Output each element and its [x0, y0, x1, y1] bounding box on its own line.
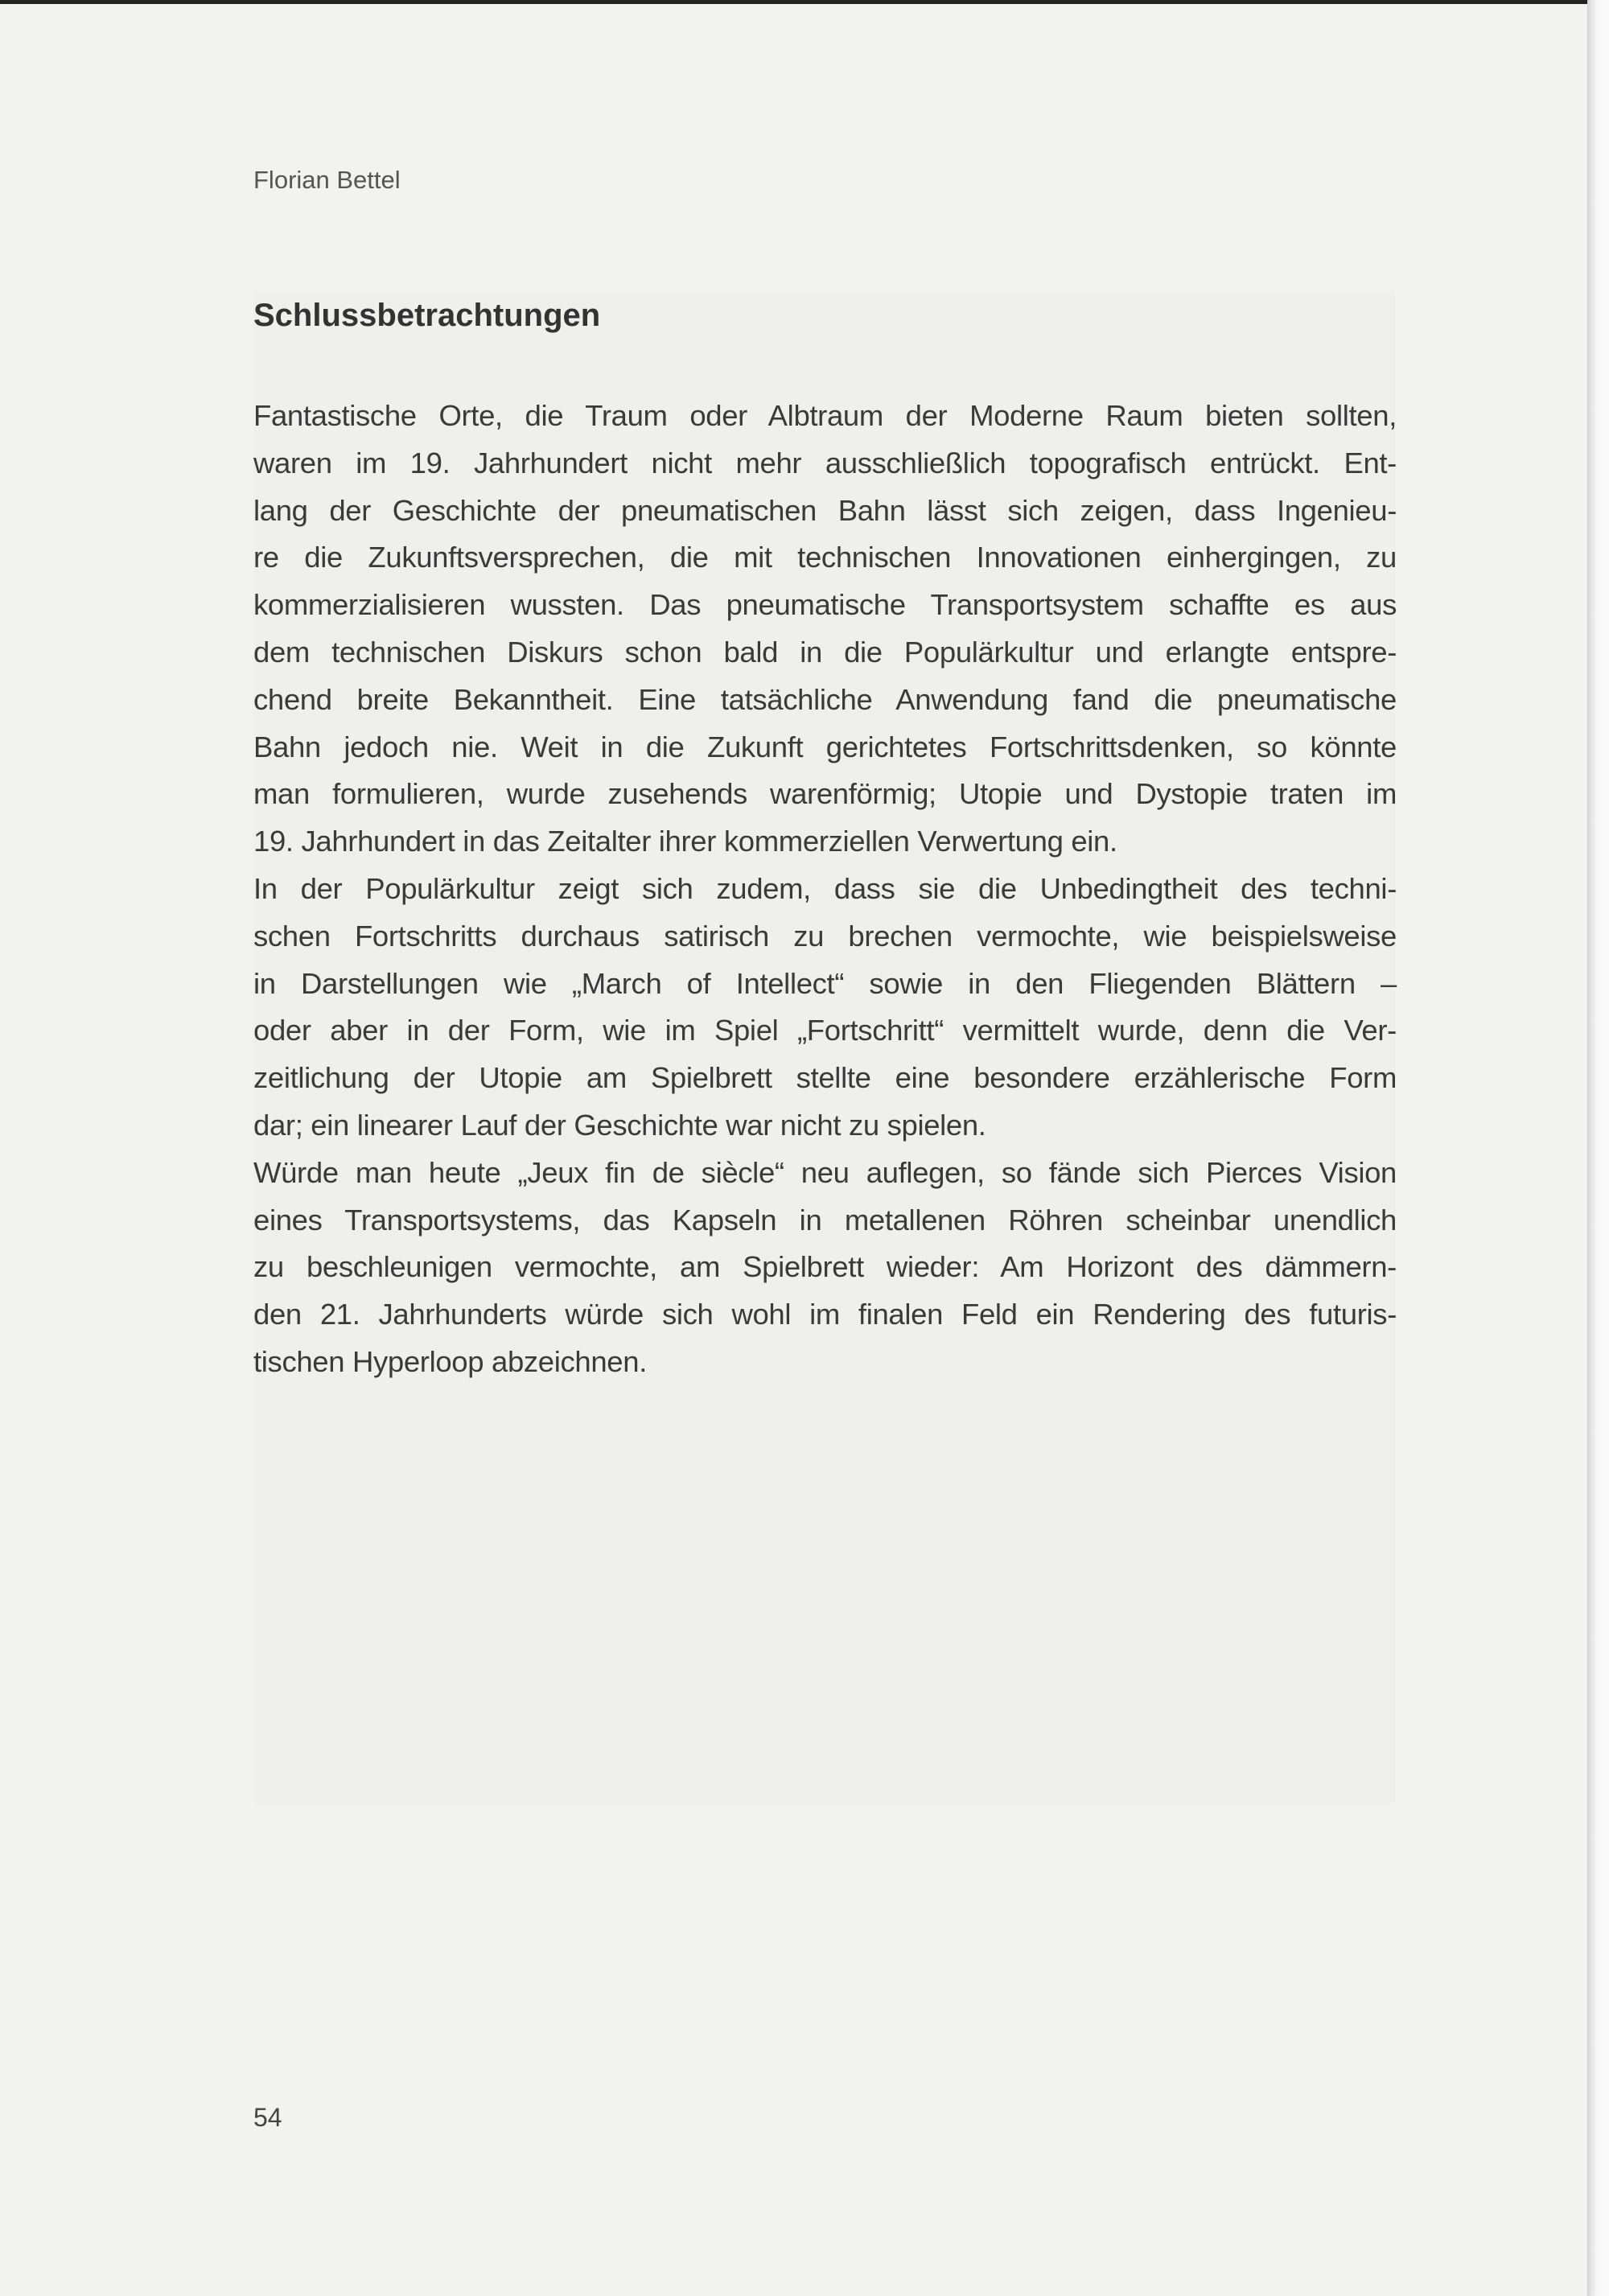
text-line: lang der Geschichte der pneumatischen Bahn lässt sich zeigen, dass Ingenieu- — [253, 493, 1397, 527]
scan-top-edge — [0, 0, 1609, 4]
text-line: Bahn jedoch nie. Weit in die Zukunft gerichtetes Fortschrittsdenken, so könnte — [253, 730, 1397, 763]
text-line: tischen Hyperloop abzeichnen. — [253, 1344, 647, 1378]
text-line: dar; ein linearer Lauf der Geschichte war nicht zu spielen. — [253, 1108, 986, 1142]
text-line: In der Populärkultur zeigt sich zudem, dass sie die Unbedingtheit des techni- — [253, 871, 1397, 905]
text-line: chend breite Bekanntheit. Eine tatsächliche Anwendung fand die pneumatische — [253, 682, 1397, 716]
page-edge-gutter — [1587, 0, 1609, 2296]
text-line: kommerzialisieren wussten. Das pneumatische Transportsystem schaffte es aus — [253, 588, 1397, 622]
text-line: oder aber in der Form, wie im Spiel „Fortschritt“ vermittelt wurde, denn die Ver- — [253, 1014, 1397, 1047]
text-line: re die Zukunftsversprechen, die mit technischen Innovationen einhergingen, zu — [253, 541, 1397, 574]
text-line: schen Fortschritts durchaus satirisch zu brechen vermochte, wie beispielsweise — [253, 919, 1397, 953]
section-heading: Schlussbetrachtungen — [253, 298, 601, 333]
text-line: 19. Jahrhundert in das Zeitalter ihrer kommerziellen Verwertung ein. — [253, 825, 1117, 858]
text-line: Fantastische Orte, die Traum oder Albtraum der Moderne Raum bieten sollten, — [253, 399, 1397, 432]
text-line: zeitlichung der Utopie am Spielbrett stellte eine besondere erzählerische Form — [253, 1061, 1397, 1095]
text-line: zu beschleunigen vermochte, am Spielbrett wieder: Am Horizont des dämmern- — [253, 1250, 1397, 1284]
body-text — [253, 393, 1397, 1386]
text-line: dem technischen Diskurs schon bald in die Populärkultur und erlangte entspre- — [253, 635, 1397, 669]
page-number: 54 — [253, 2103, 282, 2132]
text-line: den 21. Jahrhunderts würde sich wohl im finalen Feld ein Rendering des futuris- — [253, 1298, 1397, 1331]
text-line: Würde man heute „Jeux fin de siècle“ neu auflegen, so fände sich Pierces Vision — [253, 1155, 1397, 1189]
text-line: eines Transportsystems, das Kapseln in metallenen Röhren scheinbar unendlich — [253, 1203, 1397, 1236]
running-head-author: Florian Bettel — [253, 166, 401, 194]
text-line: in Darstellungen wie „March of Intellect“ sowie in den Fliegenden Blättern – — [253, 966, 1397, 1000]
text-line: waren im 19. Jahrhundert nicht mehr ausschließlich topografisch entrückt. Ent- — [253, 446, 1397, 479]
text-line: man formulieren, wurde zusehends warenförmig; Utopie und Dystopie traten im — [253, 777, 1397, 811]
